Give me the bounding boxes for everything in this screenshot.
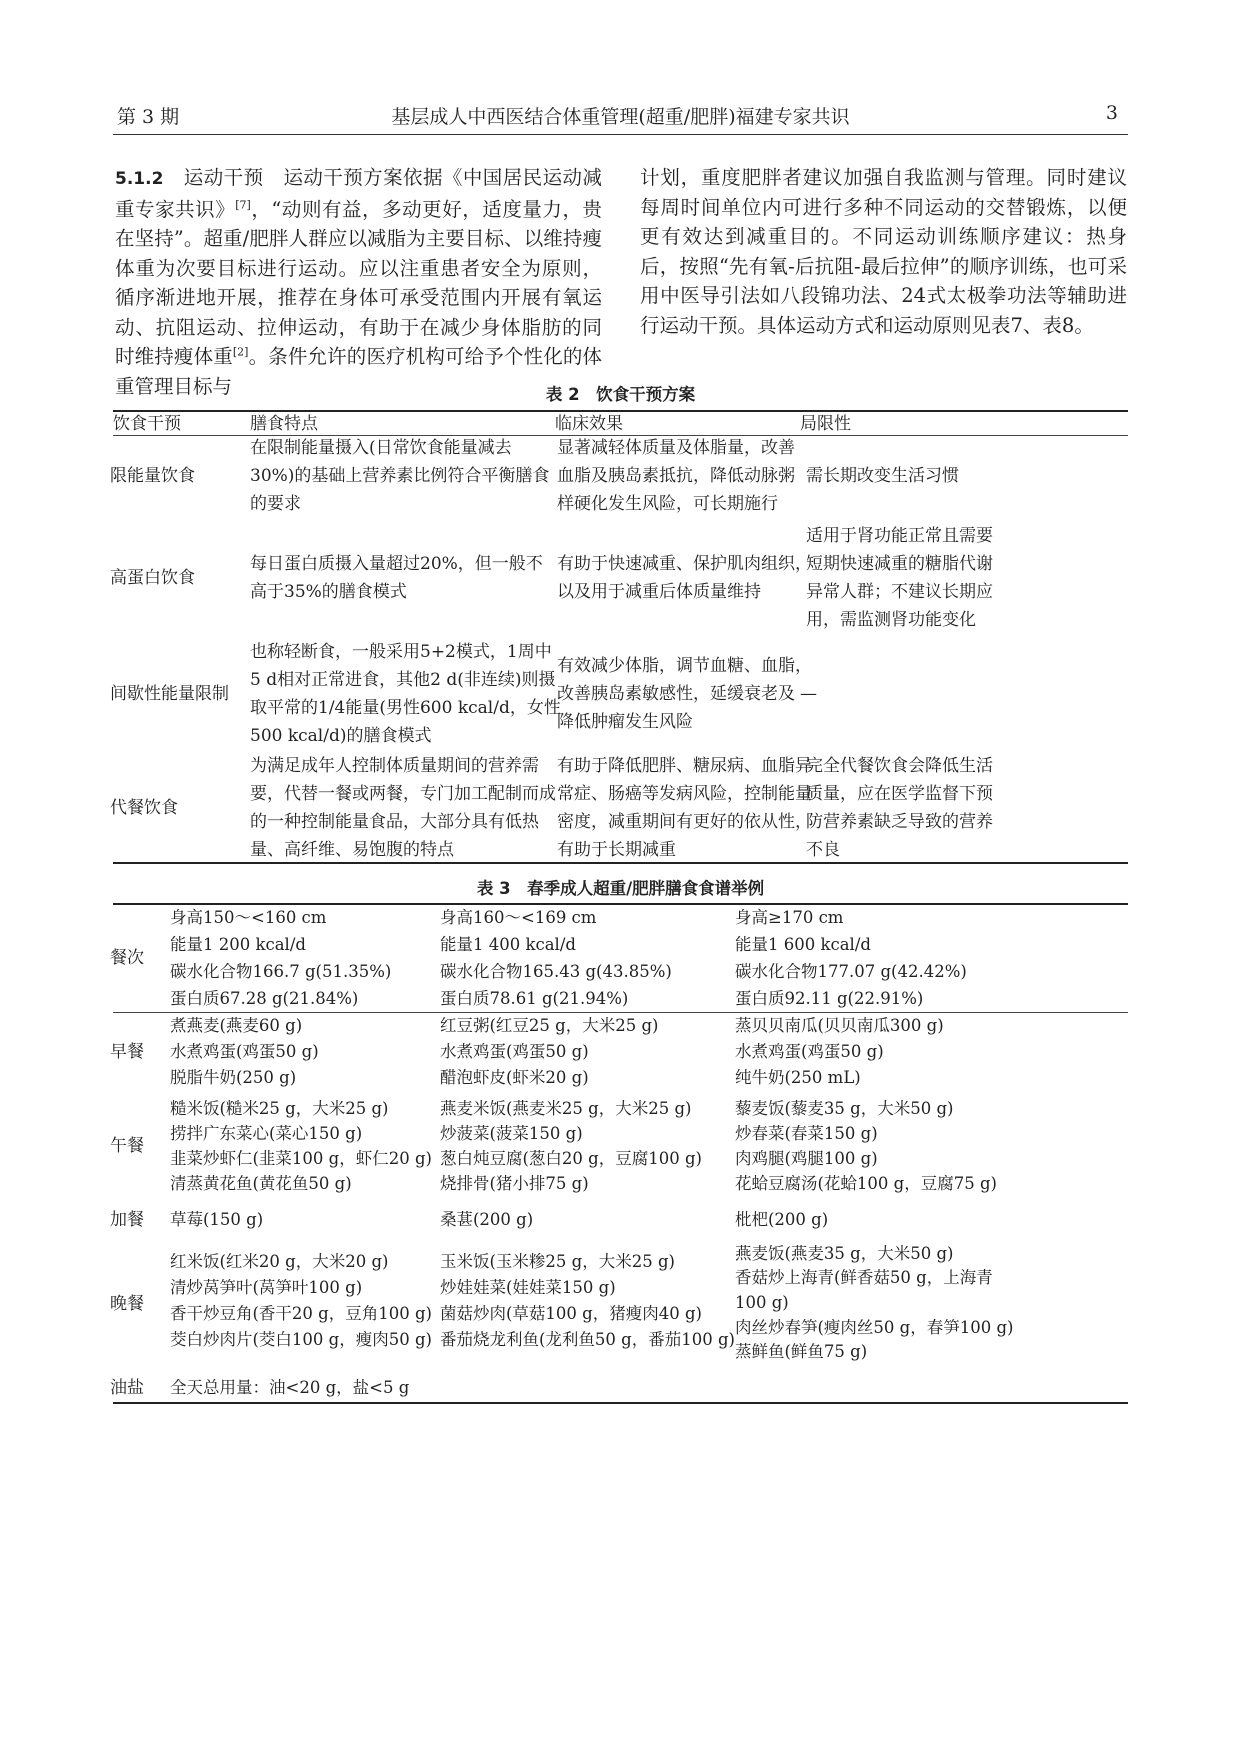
table2-cell: 显著减轻体质量及体脂量，改善 [557, 438, 795, 458]
table2-cell: 有助于快速减重、保护肌肉组织， [557, 554, 812, 574]
table3-cell: 肉丝炒春笋(瘦肉丝50 g，春笋100 g) [735, 1318, 1014, 1337]
table3-cell: 全天总用量：油<20 g，盐<5 g [170, 1378, 410, 1397]
table2-cell: 30%)的基础上营养素比例符合平衡膳食 [250, 466, 550, 486]
table3-header-cell: 蛋白质78.61 g(21.94%) [440, 989, 629, 1008]
table3-cell: 纯牛奶(250 mL) [735, 1068, 861, 1087]
table2-cell: 的一种控制能量食品，大部分具有低热 [250, 812, 539, 832]
table3-cell: 葱白炖豆腐(葱白20 g，豆腐100 g) [440, 1149, 702, 1168]
table3-cell: 水煮鸡蛋(鸡蛋50 g) [440, 1042, 589, 1061]
page-number: 3 [1105, 102, 1118, 124]
table3-cell: 煮燕麦(燕麦60 g) [170, 1016, 303, 1035]
table3-cell: 脱脂牛奶(250 g) [170, 1068, 297, 1087]
citation-ref: [7] [235, 198, 251, 211]
table3-cell: 烧排骨(猪小排75 g) [440, 1174, 589, 1193]
table3-cell: 枇杷(200 g) [735, 1210, 829, 1229]
table3-cell: 100 g) [735, 1293, 789, 1312]
table3-cell: 炒菠菜(菠菜150 g) [440, 1124, 583, 1143]
table2-row-name: 限能量饮食 [110, 466, 195, 486]
table2-cell: — [800, 684, 817, 704]
section-title: 运动干预 [183, 166, 264, 189]
table3-row-label: 加餐 [110, 1210, 144, 1230]
table2-header: 局限性 [800, 414, 851, 434]
table2-cell: 防营养素缺乏导致的营养 [806, 812, 993, 832]
table2-cell: 短期快速减重的糖脂代谢 [806, 554, 993, 574]
table3-header-cell: 身高160～<169 cm [440, 908, 597, 927]
table3-header-cell: 碳水化合物165.43 g(43.85%) [440, 962, 672, 981]
table2-cell: 常症、肠癌等发病风险，控制能量 [557, 784, 812, 804]
table3-caption: 表 3 春季成人超重/肥胖膳食食谱举例 [476, 879, 765, 898]
table2-cell: 量、高纤维、易饱腹的特点 [250, 840, 454, 860]
table2-cell: 每日蛋白质摄入量超过20%，但一般不 [250, 554, 543, 574]
table2-cell: 适用于肾功能正常且需要 [806, 526, 993, 546]
table3-cell: 水煮鸡蛋(鸡蛋50 g) [170, 1042, 319, 1061]
table2-cell: 取平常的1/4能量(男性600 kcal/d，女性 [250, 698, 561, 718]
table2-cell: 样硬化发生风险，可长期施行 [557, 494, 778, 514]
table2-header: 饮食干预 [113, 414, 181, 434]
table3-row-label: 午餐 [110, 1136, 144, 1156]
body-text: ，“动则有益，多动更好，适度量力，贵在坚持”。超重/肥胖人群应以减脂为主要目标、以维持瘦体重为次要目标进行运动。应以注重患者安全为原则，循序渐进地开展，推荐在身体可承受范围内开展有氧运动、抗阻运动、拉伸运动，有助于在减少身体脂肪的同时维持瘦体重 [115, 197, 602, 368]
table3-row-label: 油盐 [110, 1378, 144, 1398]
running-title: 基层成人中西医结合体重管理(超重/肥胖)福建专家共识 [391, 106, 850, 128]
body-right-column [640, 163, 1127, 340]
table3-header-cell: 身高≥170 cm [735, 908, 844, 927]
table3-cell: 韭菜炒虾仁(韭菜100 g，虾仁20 g) [170, 1149, 432, 1168]
table3-cell: 草莓(150 g) [170, 1210, 264, 1229]
table3-header-cell: 蛋白质67.28 g(21.84%) [170, 989, 359, 1008]
header-rule [113, 134, 1128, 135]
table2-row-name: 代餐饮食 [110, 798, 178, 818]
table2-row-name: 高蛋白饮食 [110, 568, 195, 588]
table2-cell: 5 d相对正常进食，其他2 d(非连续)则摄 [250, 670, 556, 690]
table3-cell: 蒸鲜鱼(鲜鱼75 g) [735, 1342, 868, 1361]
table3-cell: 桑葚(200 g) [440, 1210, 534, 1229]
table3-header-cell: 碳水化合物177.07 g(42.42%) [735, 962, 967, 981]
table3-cell: 炒春菜(春菜150 g) [735, 1124, 878, 1143]
table3-cell: 红米饭(红米20 g，大米20 g) [170, 1252, 389, 1271]
table2-caption: 表 2 饮食干预方案 [545, 385, 696, 404]
table3-cell: 香菇炒上海青(鲜香菇50 g，上海青 [735, 1268, 993, 1287]
table2-cell: 的要求 [250, 494, 301, 514]
table2-row-name: 间歇性能量限制 [110, 684, 229, 704]
table2-cell: 有助于降低肥胖、糖尿病、血脂异 [557, 756, 812, 776]
table3-cell: 糙米饭(糙米25 g，大米25 g) [170, 1099, 389, 1118]
table3-header-cell: 能量1 200 kcal/d [170, 935, 306, 954]
table3-cell: 红豆粥(红豆25 g，大米25 g) [440, 1016, 659, 1035]
table2-cell: 高于35%的膳食模式 [250, 582, 407, 602]
table2-cell: 不良 [806, 840, 840, 860]
table2-cell: 有助于长期减重 [557, 840, 676, 860]
table2-cell: 需长期改变生活习惯 [806, 466, 959, 486]
table2-cell: 500 kcal/d)的膳食模式 [250, 726, 432, 746]
table3-cell: 炒娃娃菜(娃娃菜150 g) [440, 1278, 616, 1297]
table3-header-cell: 身高150～<160 cm [170, 908, 327, 927]
table2-cell: 完全代餐饮食会降低生活 [806, 756, 993, 776]
table3-cell: 菌菇炒肉(草菇100 g，猪瘦肉40 g) [440, 1304, 702, 1323]
table3-cell: 燕麦米饭(燕麦米25 g，大米25 g) [440, 1099, 692, 1118]
table2-bottom-rule [113, 862, 1128, 864]
table3-header-cell: 碳水化合物166.7 g(51.35%) [170, 962, 392, 981]
table2-cell: 异常人群；不建议长期应 [806, 582, 993, 602]
table3-cell: 燕麦饭(燕麦35 g，大米50 g) [735, 1244, 954, 1263]
table3-cell: 清炒莴笋叶(莴笋叶100 g) [170, 1278, 363, 1297]
table2-header: 膳食特点 [250, 414, 318, 434]
table3-header-cell: 能量1 600 kcal/d [735, 935, 871, 954]
table3-cell: 捞拌广东菜心(菜心150 g) [170, 1124, 363, 1143]
table2-cell: 要，代替一餐或两餐，专门加工配制而成 [250, 784, 556, 804]
table3-cell: 清蒸黄花鱼(黄花鱼50 g) [170, 1174, 352, 1193]
table2-cell: 降低肿瘤发生风险 [557, 712, 693, 732]
body-text: 运动干预方案依据《中国居民运动减重专家共识》 [115, 166, 602, 221]
section-paragraph [115, 163, 602, 401]
table3-cell: 花蛤豆腐汤(花蛤100 g，豆腐75 g) [735, 1174, 997, 1193]
table3-cell: 醋泡虾皮(虾米20 g) [440, 1068, 589, 1087]
table3-header-cell: 能量1 400 kcal/d [440, 935, 576, 954]
table2-cell: 以及用于减重后体质量维持 [557, 582, 761, 602]
table2-cell: 改善胰岛素敏感性，延缓衰老及 [557, 684, 795, 704]
table3-cell: 茭白炒肉片(茭白100 g，瘦肉50 g) [170, 1330, 432, 1349]
table3-bottom-rule [113, 1402, 1128, 1404]
table3-cell: 香干炒豆角(香干20 g，豆角100 g) [170, 1304, 432, 1323]
section-number: 5.1.2 [115, 169, 164, 189]
table3-row-label: 晚餐 [110, 1294, 144, 1314]
table3-header-cell: 蛋白质92.11 g(22.91%) [735, 989, 924, 1008]
table2-cell: 用，需监测肾功能变化 [806, 610, 976, 630]
table3-cell: 肉鸡腿(鸡腿100 g) [735, 1149, 878, 1168]
table3-cell: 番茄烧龙利鱼(龙利鱼50 g，番茄100 g) [440, 1330, 735, 1349]
table3-cell: 水煮鸡蛋(鸡蛋50 g) [735, 1042, 884, 1061]
table3-row-label: 餐次 [110, 948, 144, 968]
body-left-column [115, 163, 602, 401]
table2-cell: 密度，减重期间有更好的依从性， [557, 812, 812, 832]
table3-cell: 藜麦饭(藜麦35 g，大米50 g) [735, 1099, 954, 1118]
table2-cell: 质量，应在医学监督下预 [806, 784, 993, 804]
body-text: 计划，重度肥胖者建议加强自我监测与管理。同时建议每周时间单位内可进行多种不同运动的交替锻炼，以便更有效达到减重目的。不同运动训练顺序建议：热身后，按照“先有氧-后抗阻-最后拉伸”的顺序训练，也可采用中医导引法如八段锦功法、24式太极拳功法等辅助进行运动干预。具体运动方式和运动原则见表7、表8。 [640, 166, 1127, 337]
table2-cell: 血脂及胰岛素抵抗，降低动脉粥 [557, 466, 795, 486]
body-text: 。条件允许的医疗机构可给予个性化的体重管理目标与 [115, 345, 602, 398]
citation-ref: [2] [232, 345, 249, 359]
table2-cell: 有效减少体脂，调节血糖、血脂， [557, 656, 812, 676]
table2-cell: 在限制能量摄入(日常饮食能量减去 [250, 438, 512, 458]
table2-cell: 也称轻断食，一般采用5+2模式，1周中 [250, 642, 552, 662]
table2-header: 临床效果 [555, 414, 623, 434]
table3-row-label: 早餐 [110, 1042, 144, 1062]
journal-issue: 第 3 期 [117, 106, 180, 128]
table3-cell: 蒸贝贝南瓜(贝贝南瓜300 g) [735, 1016, 944, 1035]
table3-cell: 玉米饭(玉米糁25 g，大米25 g) [440, 1252, 675, 1271]
table2-cell: 为满足成年人控制体质量期间的营养需 [250, 756, 539, 776]
